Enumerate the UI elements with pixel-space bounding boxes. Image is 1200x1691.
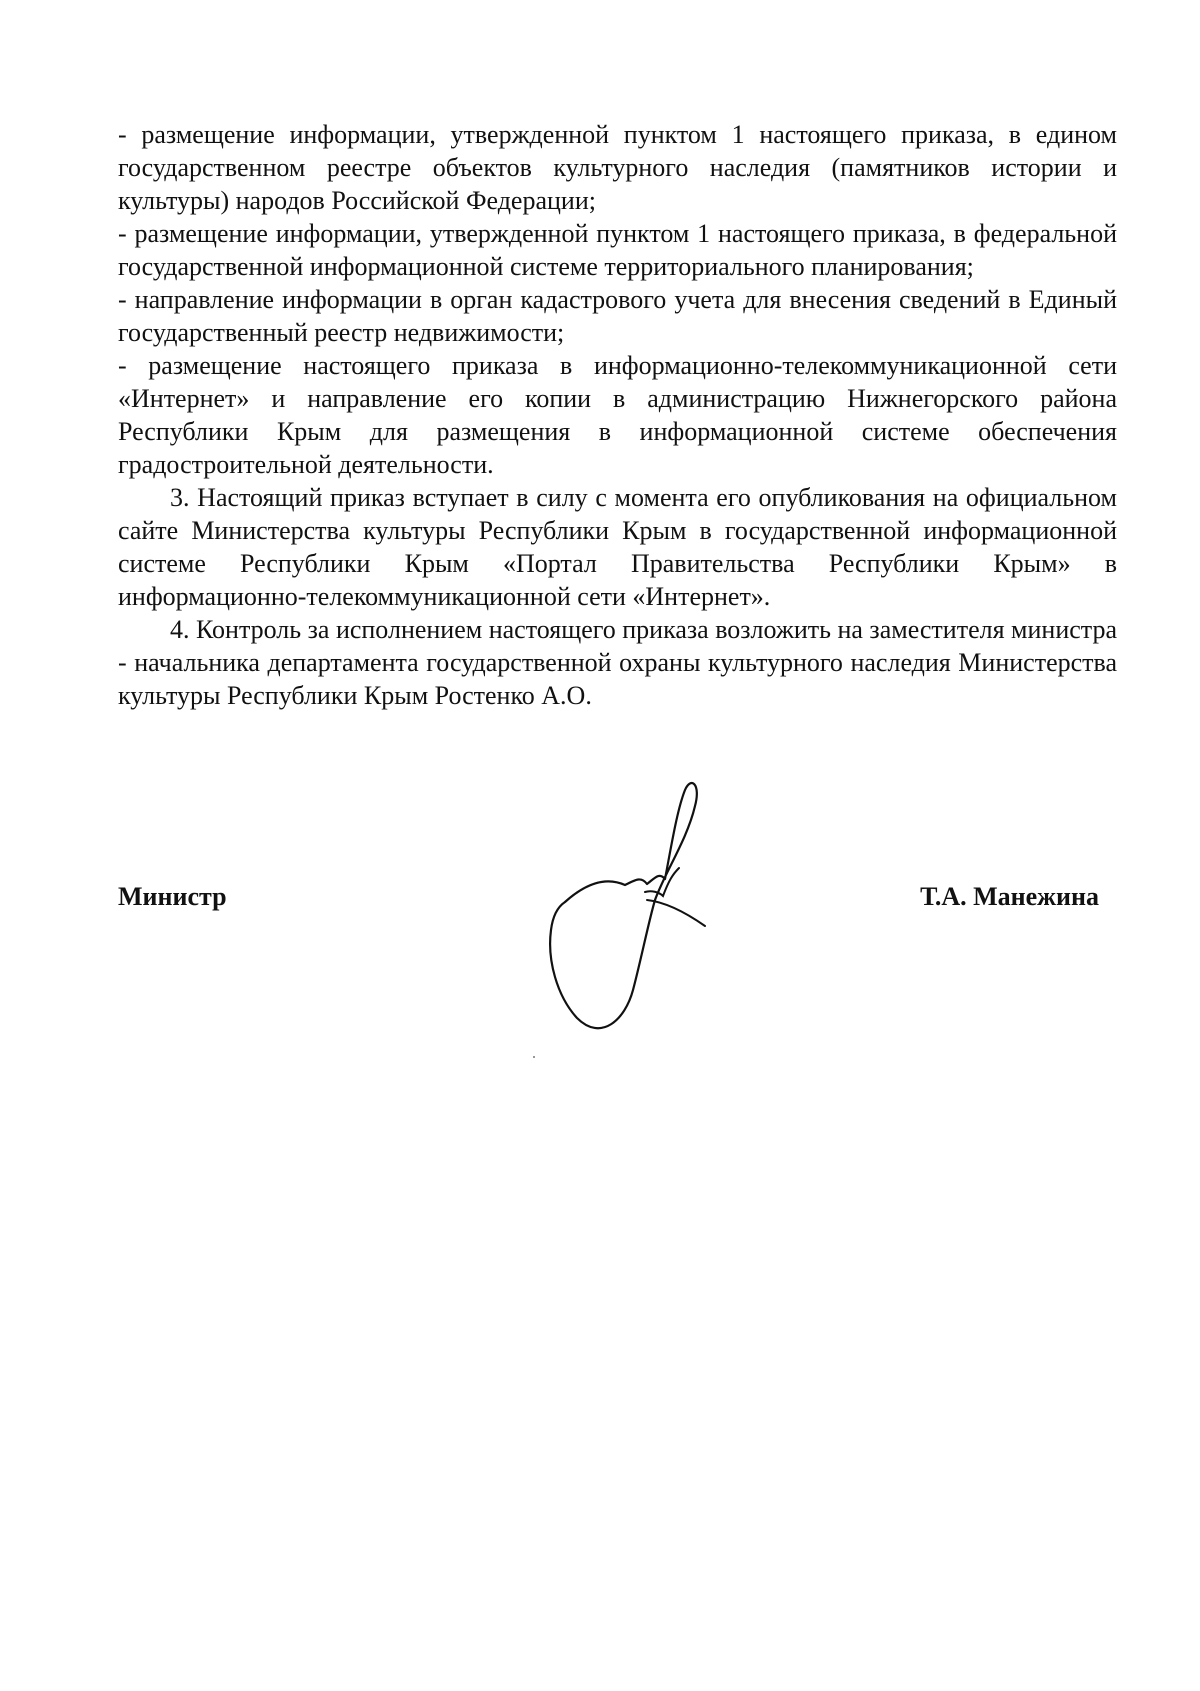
paragraph-item-4: 4. Контроль за исполнением настоящего приказа возложить на заместителя министра - начальника департамента государственной охраны культурного наследия Министерства культуры Республики Крым Ростенко А.О. bbox=[118, 615, 1117, 710]
paragraph-bullet-publication: - размещение настоящего приказа в информационно-телекоммуникационной сети «Интернет» и направление его копии в администрацию Нижнегорского района Республики Крым для размещения в информационной системе обеспечения градостроительной деятельности. bbox=[118, 351, 1117, 479]
handwritten-signature bbox=[545, 780, 725, 1050]
signatory-name: Т.А. Манежина bbox=[920, 882, 1099, 911]
paragraph-item-3: 3. Настоящий приказ вступает в силу с момента его опубликования на официальном сайте Министерства культуры Республики Крым в государственной информационной системе Республики Крым «Портал Правительства Республики Крым» в информационно-телекоммуникационной сети «Интернет». bbox=[118, 483, 1117, 611]
paragraph-bullet-registry: - размещение информации, утвержденной пунктом 1 настоящего приказа, в едином государственном реестре объектов культурного наследия (памятников истории и культуры) народов Российской Федерации; bbox=[118, 120, 1117, 215]
scan-speck bbox=[533, 1056, 535, 1058]
document-body bbox=[118, 118, 1117, 712]
paragraph-bullet-cadastre: - направление информации в орган кадастрового учета для внесения сведений в Единый государственный реестр недвижимости; bbox=[118, 285, 1117, 347]
signatory-title: Министр bbox=[118, 882, 227, 911]
paragraph-bullet-planning-system: - размещение информации, утвержденной пунктом 1 настоящего приказа, в федеральной государственной информационной системе территориального планирования; bbox=[118, 219, 1117, 281]
